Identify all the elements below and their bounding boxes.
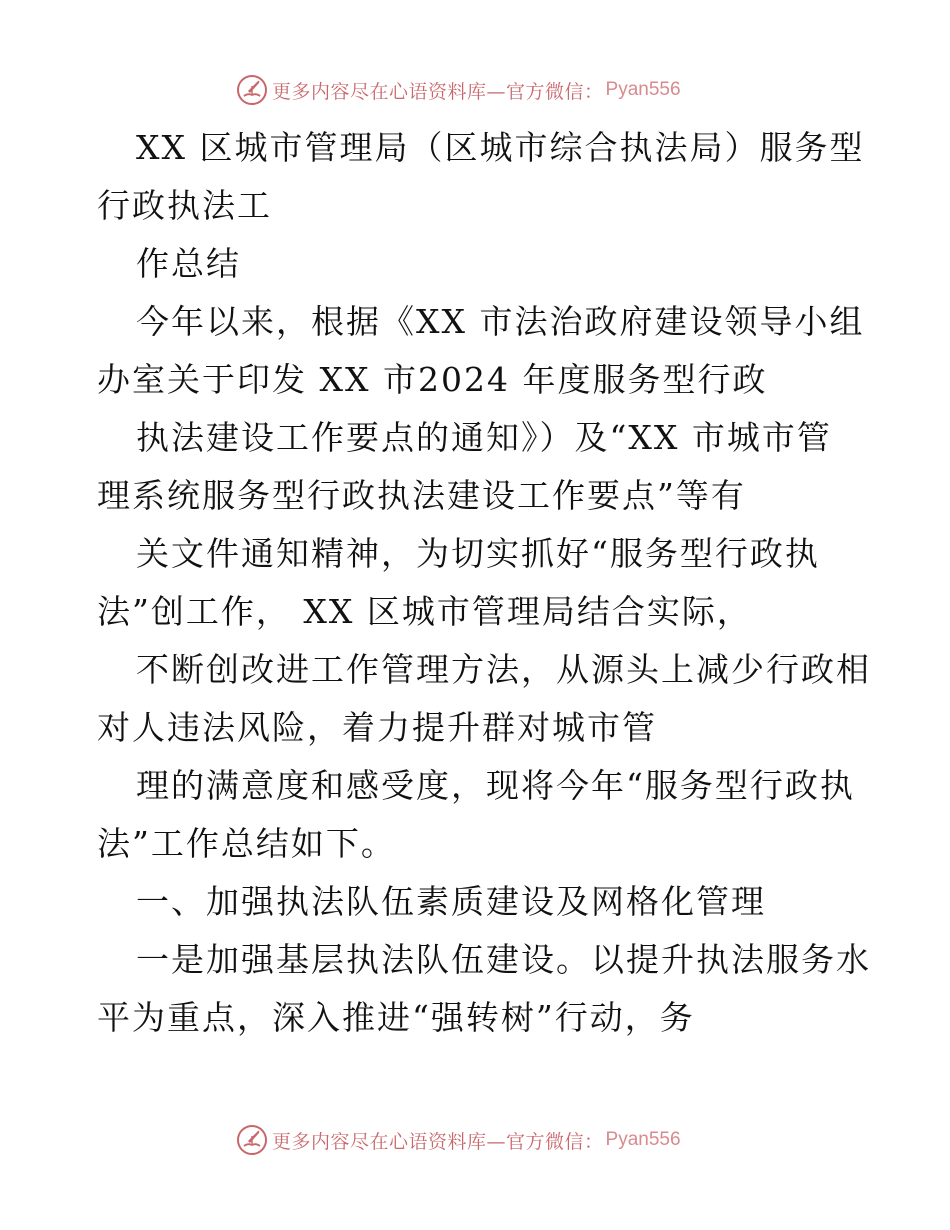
paragraph-line: 今年以来，根据《XX 市法治政府建设领导小组 bbox=[136, 302, 865, 341]
footer-watermark bbox=[236, 1123, 681, 1157]
paragraph-line: 平为重点，深入推进“强转树”行动，务 bbox=[97, 998, 695, 1037]
quill-book-logo-icon bbox=[236, 1124, 268, 1156]
paragraph-line: 理系统服务型行政执法建设工作要点”等有 bbox=[97, 476, 746, 515]
paragraph-line: 关文件通知精神，为切实抓好“服务型行政执 bbox=[136, 534, 820, 573]
watermark-text: 更多内容尽在心语资料库—官方微信： bbox=[272, 1130, 604, 1153]
header-watermark bbox=[236, 73, 681, 107]
paragraph-line: 执法建设工作要点的通知》）及“XX 市城市管 bbox=[136, 418, 832, 457]
paragraph-line: 办室关于印发 XX 市2024 年度服务型行政 bbox=[97, 360, 768, 399]
paragraph-line: 法”创工作， XX 区城市管理局结合实际， bbox=[97, 592, 752, 631]
title-line-1: XX 区城市管理局（区城市综合执法局）服务型 bbox=[136, 128, 865, 167]
title-line-3: 作总结 bbox=[136, 244, 241, 283]
paragraph-line: 不断创改进工作管理方法，从源头上减少行政相 bbox=[136, 650, 871, 689]
section-heading: 一、加强执法队伍素质建设及网格化管理 bbox=[136, 882, 766, 921]
paragraph-line: 对人违法风险，着力提升群对城市管 bbox=[97, 708, 657, 747]
paragraph-line: 法”工作总结如下。 bbox=[97, 824, 396, 863]
paragraph-line: 理的满意度和感受度，现将今年“服务型行政执 bbox=[136, 766, 855, 805]
title-line-2: 行政执法工 bbox=[97, 186, 272, 225]
quill-book-logo-icon bbox=[236, 74, 268, 106]
watermark-text: 更多内容尽在心语资料库—官方微信： bbox=[272, 80, 604, 103]
paragraph-line: 一是加强基层执法队伍建设。以提升执法服务水 bbox=[136, 940, 871, 979]
watermark-wechat-id: Pyan556 bbox=[605, 1129, 681, 1150]
watermark-wechat-id: Pyan556 bbox=[605, 79, 681, 100]
